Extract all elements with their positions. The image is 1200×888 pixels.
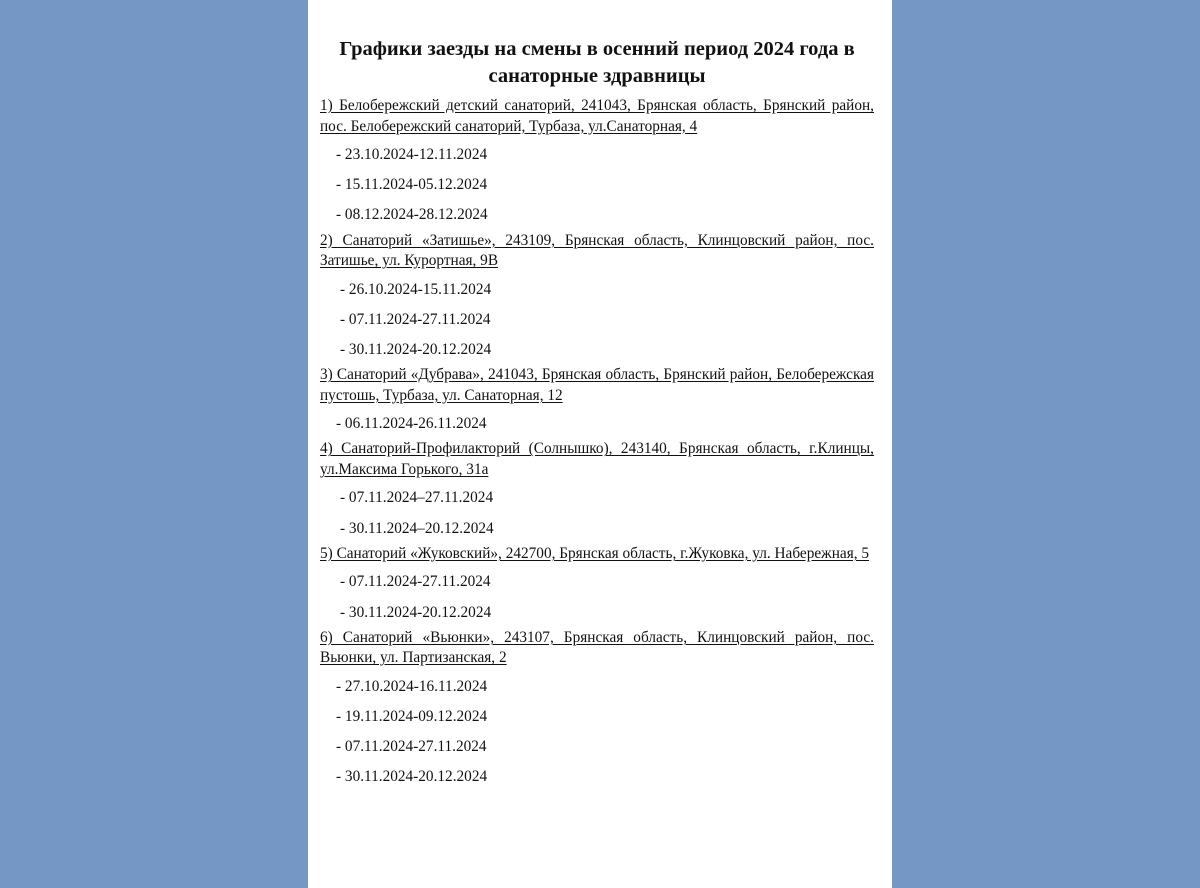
date-item: - 08.12.2024-28.12.2024 — [336, 206, 488, 224]
document-title: Графики заезды на смены в осенний период 2024 года в санаторные здравницы — [339, 38, 855, 87]
sanatorium-heading-6: 6) Санаторий «Вьюнки», 243107, Брянская область, Клинцовский район, пос. Вьюнки, ул. Партизанская, 2 — [320, 628, 874, 667]
sanatorium-heading-2: 2) Санаторий «Затишье», 243109, Брянская область, Клинцовский район, пос. Затишье, ул. Курортная, 9В — [320, 231, 874, 270]
date-item: - 27.10.2024-16.11.2024 — [336, 677, 488, 695]
date-item: - 07.11.2024-27.11.2024 — [336, 738, 487, 756]
date-list-6 — [320, 672, 874, 793]
sanatorium-heading-5: 5) Санаторий «Жуковский», 242700, Брянская область, г.Жуковка, ул. Набережная, 5 — [320, 544, 870, 562]
date-list-5 — [320, 567, 874, 627]
date-item: - 30.11.2024-20.12.2024 — [336, 768, 488, 786]
date-item: - 19.11.2024-09.12.2024 — [336, 707, 488, 725]
date-item: - 30.11.2024-20.12.2024 — [340, 603, 492, 621]
date-item: - 07.11.2024-27.11.2024 — [340, 310, 491, 328]
sanatorium-heading-1: 1) Белобережский детский санаторий, 241043, Брянская область, Брянский район, пос. Белобережский санаторий, Турбаза, ул.Санаторная, 4 — [320, 97, 874, 135]
date-item: - 07.11.2024–27.11.2024 — [340, 489, 494, 507]
date-list-1 — [320, 140, 874, 231]
date-item: - 30.11.2024-20.12.2024 — [340, 341, 492, 359]
date-list-3 — [320, 409, 874, 439]
date-item: - 15.11.2024-05.12.2024 — [336, 176, 488, 194]
sanatorium-heading-4: 4) Санаторий-Профилакторий (Солнышко), 243140, Брянская область, г.Клинцы, ул.Максима Горького, 31а — [320, 440, 874, 478]
document-page — [308, 0, 892, 888]
date-item: - 07.11.2024-27.11.2024 — [340, 573, 491, 591]
date-item: - 30.11.2024–20.12.2024 — [340, 519, 494, 537]
date-list-4 — [320, 483, 874, 543]
date-list-2 — [320, 275, 874, 366]
date-item: - 06.11.2024-26.11.2024 — [336, 415, 487, 433]
date-item: - 23.10.2024-12.11.2024 — [336, 146, 488, 163]
sanatorium-heading-3: 3) Санаторий «Дубрава», 241043, Брянская область, Брянский район, Белобережская пустошь, Турбаза, ул. Санаторная, 12 — [320, 366, 874, 404]
date-item: - 26.10.2024-15.11.2024 — [340, 280, 492, 298]
